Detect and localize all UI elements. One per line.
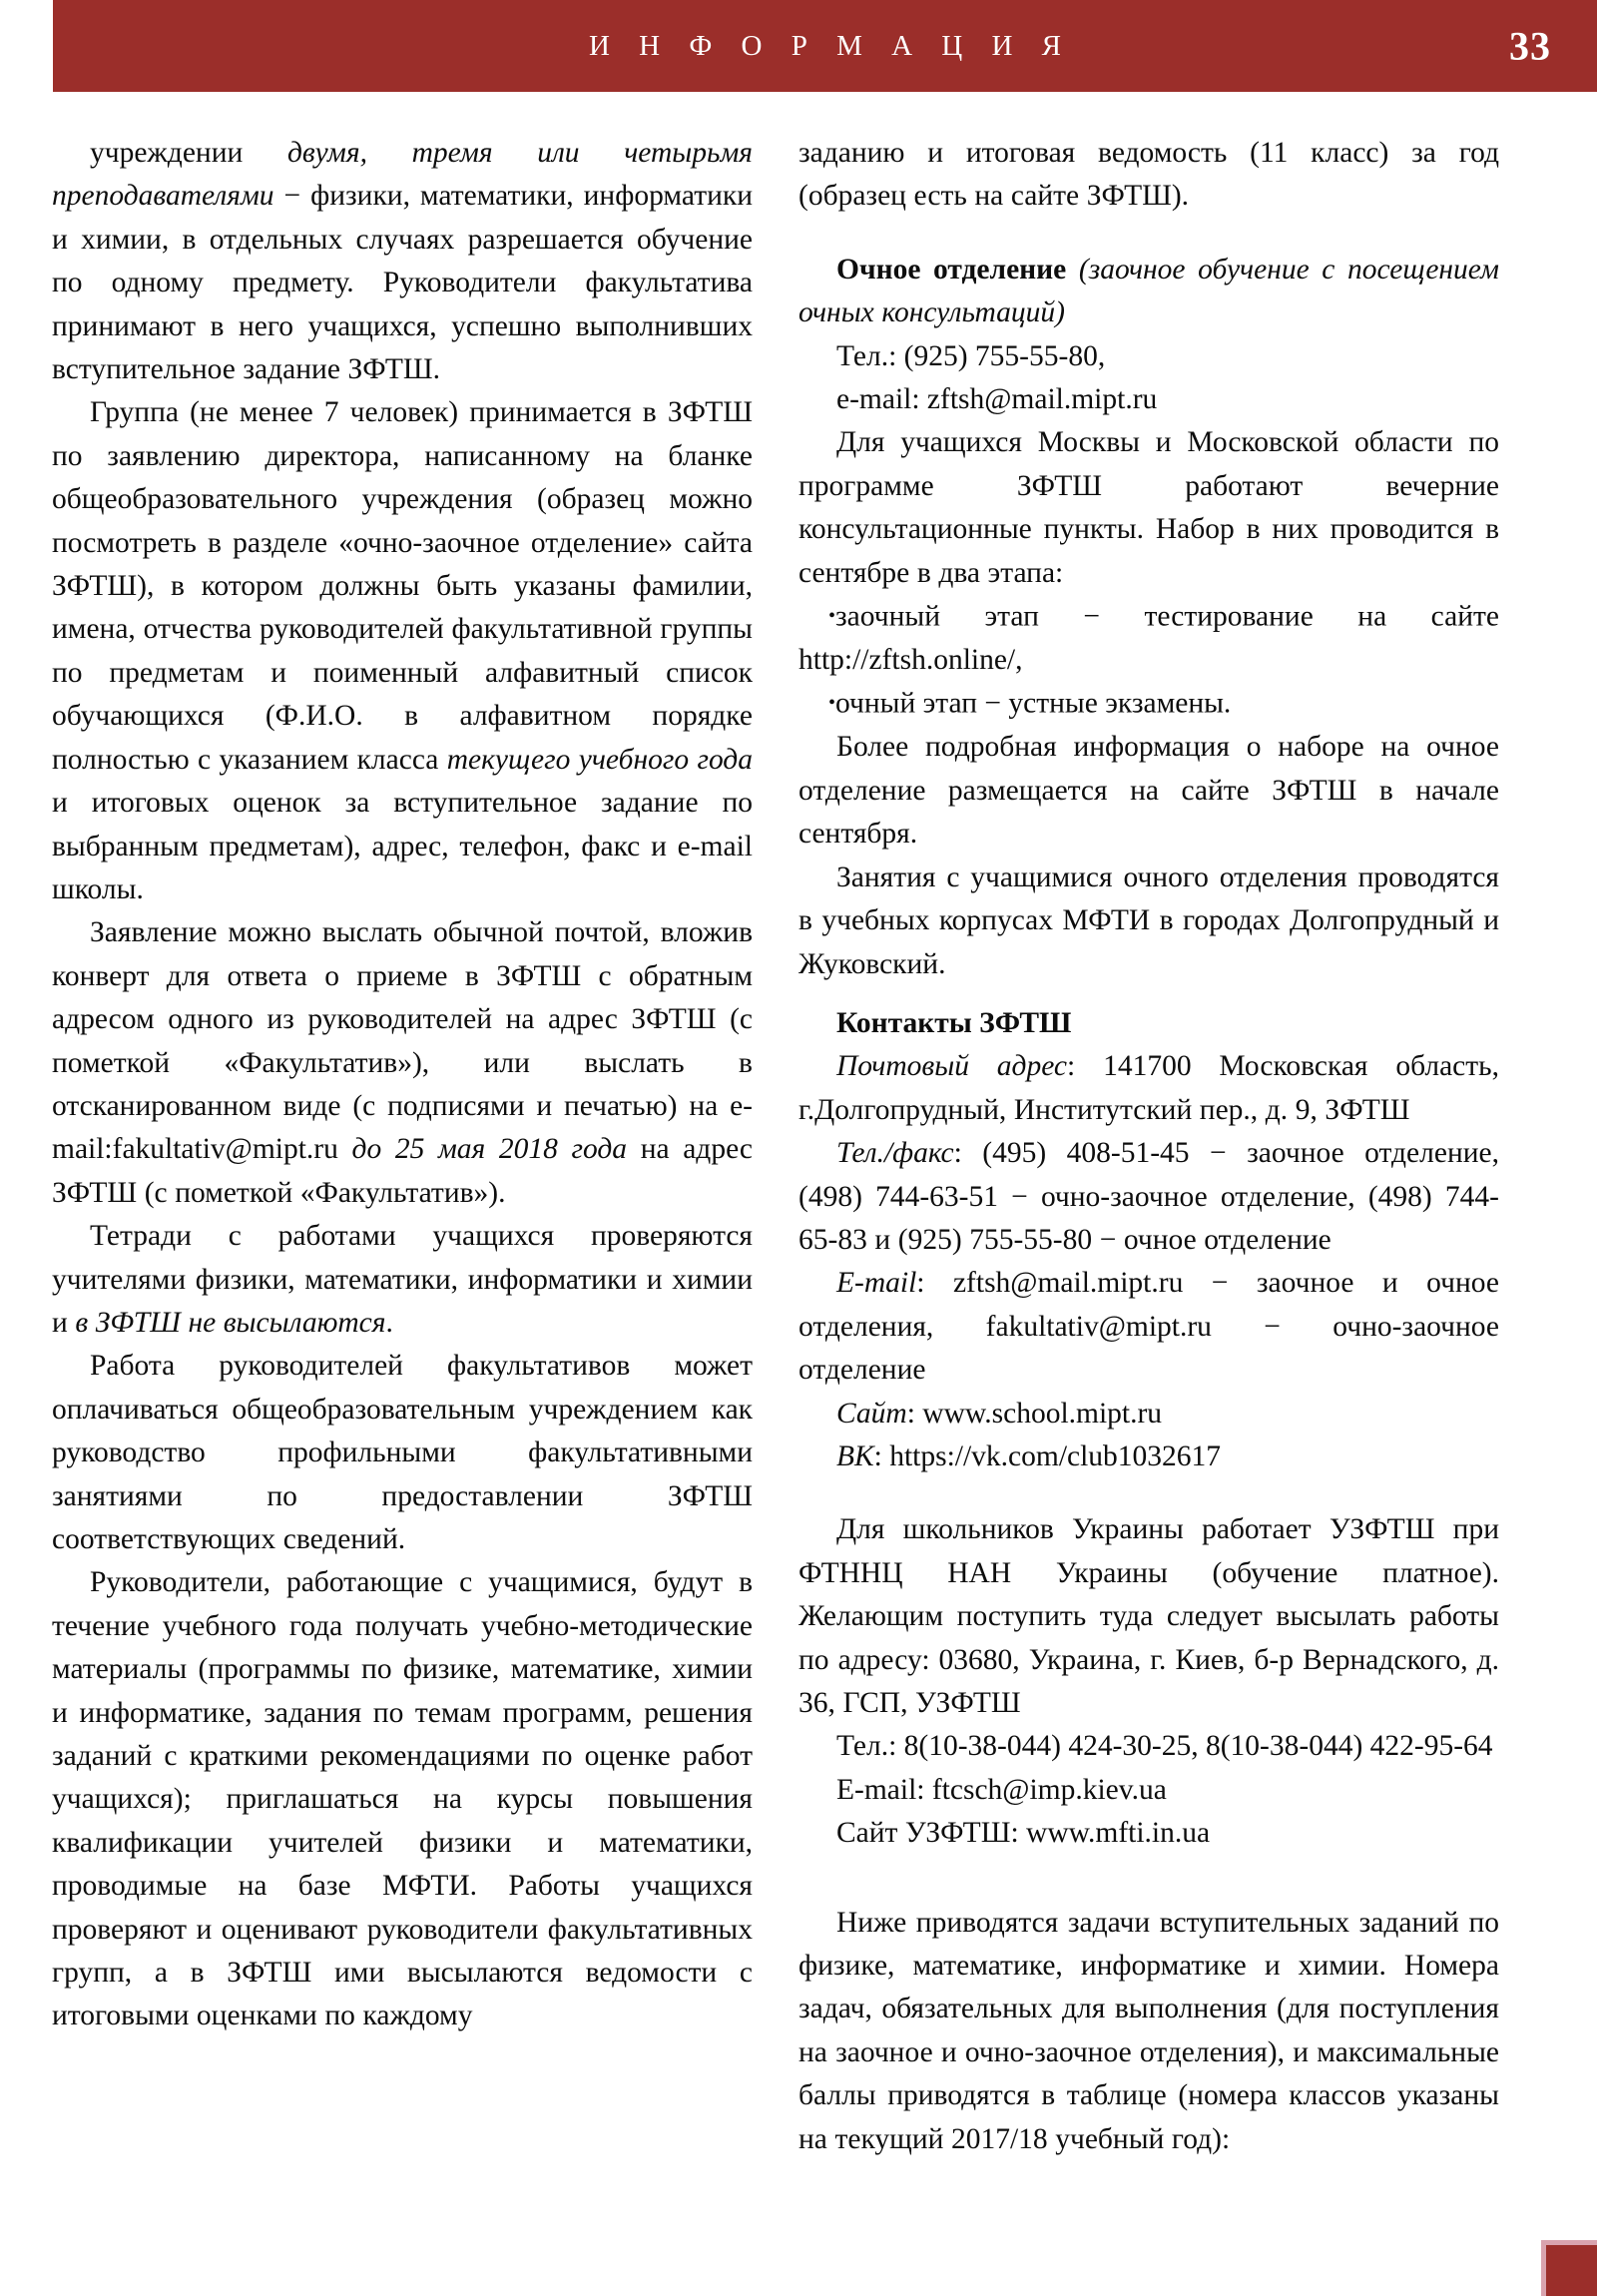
contact-value: : zftsh@mail.mipt.ru − заочное и очное отделения, fakultativ@mipt.ru − очно-заочное отделение [798, 1267, 1499, 1387]
run-text: Группа (не менее 7 человек) принимается в ЗФТШ по заявлению директора, написанному на бланке общеобразовательного учреждения (образец можно посмотреть в разделе «очно-заочное отделение» сайта ЗФТШ), в котором должны быть указаны фамилии, имена, отчества руководителей факультативной группы по предметам и поименный алфавитный список обучающихся (Ф.И.О. в алфавитном порядке полностью с указанием класса [52, 396, 753, 776]
spacer [798, 219, 1499, 249]
bullet-text: очный этап − устные экзамены. [835, 688, 1232, 721]
contact-label: ВК [836, 1439, 874, 1472]
paragraph-notebooks-check [52, 1215, 753, 1345]
left-column [52, 132, 753, 2296]
page-number: 33 [1509, 23, 1551, 69]
run-emphasis: до 25 мая 2018 года [351, 1133, 628, 1166]
run-text: Тетради с работами учащихся проверяются учителями физики, математики, информатики и химии и [52, 1220, 753, 1339]
run-text: Работа руководителей факультативов может оплачиваться общеобразовательным учреждением как руководство профильными факультативными занятиями по предоставлении ЗФТШ соответствующих сведений. [52, 1350, 753, 1555]
spacer [798, 1478, 1499, 1508]
paragraph-facultative-teachers [52, 132, 753, 391]
bullet-dot-icon: • [828, 605, 836, 628]
page-header-banner [53, 0, 1597, 92]
paragraph-group-application [52, 391, 753, 911]
paragraph-classes-location: Занятия с учащимися очного отделения проводятся в учебных корпусах МФТИ в городах Долгопрудный и Жуковский. [798, 861, 1499, 980]
run-text: и итоговых оценок за вступительное задание по выбранным предметам), адрес, телефон, факс и e-mail школы. [52, 787, 753, 905]
run-text: . [385, 1306, 393, 1339]
run-text: на адрес ЗФТШ (с пометкой «Факультатив»). [52, 1133, 753, 1209]
paragraph-continuation: заданию и итоговая ведомость (11 класс) за год (образец есть на сайте ЗФТШ). [798, 137, 1499, 213]
paragraph-moscow-consultations: Для учащихся Москвы и Московской области по программе ЗФТШ работают вечерние консультационные пункты. Набор в них проводится в сентябре в два этапа: [798, 426, 1499, 589]
ukraine-site: Сайт УЗФТШ: www.mfti.in.ua [836, 1817, 1211, 1850]
contact-value: : (495) 408-51-45 − заочное отделение, (498) 744-63-51 − очно-заочное отделение, (498) 744-65-83 и (925) 755-55-80 − очное отделение [798, 1137, 1499, 1256]
section-heading-label: Очное отделение [836, 253, 1067, 286]
contact-value: : https://vk.com/club1032617 [873, 1439, 1222, 1472]
section-heading-contacts: Контакты ЗФТШ [836, 1006, 1072, 1039]
section-heading-full-time [798, 249, 1499, 335]
full-time-email: e-mail: zftsh@mail.mipt.ru [836, 383, 1158, 416]
paragraph-more-info: Более подробная информация о наборе на очное отделение размещается на сайте ЗФТШ в начале сентября. [798, 731, 1499, 851]
contact-label: Почтовый адрес [836, 1050, 1068, 1083]
contact-label: Сайт [836, 1397, 907, 1430]
run-text: − физики, математики, информатики и химии, в отдельных случаях разрешается обучение по одному предмету. Руководители факультатива принимают в него учащихся, успешно выполнивших вступительное задание ЗФТШ. [52, 180, 753, 386]
section-heading-note: (заочное обучение с посещением очных консультаций) [798, 253, 1499, 329]
contact-label: E-mail [836, 1267, 917, 1300]
bullet-item-onsite-stage [798, 682, 1499, 726]
bullet-item-remote-stage [798, 595, 1499, 682]
contact-vk [798, 1435, 1499, 1478]
contact-value: : www.school.mipt.ru [906, 1397, 1163, 1430]
paragraph-mail-application [52, 911, 753, 1215]
page-title: И Н Ф О Р М А Ц И Я [588, 29, 1073, 62]
ukraine-phone: Тел.: 8(10-38-044) 424-30-25, 8(10-38-044) 422-95-64 [836, 1730, 1493, 1763]
paragraph-payment [52, 1345, 753, 1561]
ukraine-email: E-mail: ftcsch@imp.kiev.ua [836, 1773, 1167, 1806]
paragraph-closing-tasks: Ниже приводятся задачи вступительных заданий по физике, математике, информатике и химии. Номера задач, обязательных для выполнения (для поступления на заочное и очно-заочное отделения), и максимальные баллы приводятся в таблице (номера классов указаны на текущий 2017/18 учебный год): [798, 1906, 1499, 2155]
paragraph-materials [52, 1561, 753, 2037]
contact-value: : 141700 Московская область, г.Долгопрудный, Институтский пер., д. 9, ЗФТШ [798, 1050, 1499, 1126]
run-emphasis: двумя, тремя или четырьмя преподавателями [52, 137, 753, 213]
contact-postal-address [798, 1045, 1499, 1132]
contact-site [798, 1393, 1499, 1435]
run-text: Руководители, работающие с учащимися, будут в течение учебного года получать учебно-методические материалы (программы по физике, математике, химии и информатике, задания по темам программ, решения заданий с краткими рекомендациями по оценке работ учащихся); приглашаться на курсы повышения квалификации учителей физики и математики, проводимые на базе МФТИ. Работы учащихся проверяют и оценивают руководители факультативных групп, а в ЗФТШ ими высылаются ведомости с итоговыми оценками по каждому [52, 1566, 753, 2032]
run-text: учреждении [90, 137, 287, 169]
contact-phone-fax [798, 1132, 1499, 1262]
spacer [798, 986, 1499, 1002]
contact-email [798, 1262, 1499, 1392]
right-column [798, 132, 1499, 2296]
run-emphasis: в ЗФТШ не высылаются [75, 1306, 386, 1339]
paragraph-ukraine-branch: Для школьников Украины работает УЗФТШ при ФТННЦ НАН Украины (обучение платное). Желающим поступить туда следует высылать работы по адресу: 03680, Украина, г. Киев, б-р Вернадского, д. 36, ГСП, УЗФТШ [798, 1513, 1499, 1719]
full-time-phone: Тел.: (925) 755-55-80, [836, 339, 1106, 372]
two-column-body [0, 92, 1597, 2296]
run-text: Заявление можно выслать обычной почтой, вложив конверт для ответа о приеме в ЗФТШ с обратным адресом одного из руководителей на адрес ЗФТШ (с пометкой «Факультатив»), или выслать в отсканированном виде (с подписями и печатью) на e-mail:fakultativ@mipt.ru [52, 916, 753, 1166]
footer-corner-mark [1541, 2240, 1597, 2296]
bullet-dot-icon: • [828, 692, 836, 715]
bullet-text: заочный этап − тестирование на сайте http://zftsh.online/, [798, 600, 1499, 677]
contact-label: Тел./факс [836, 1137, 954, 1170]
run-emphasis: текущего учебного года [446, 743, 753, 776]
spacer [798, 1856, 1499, 1902]
